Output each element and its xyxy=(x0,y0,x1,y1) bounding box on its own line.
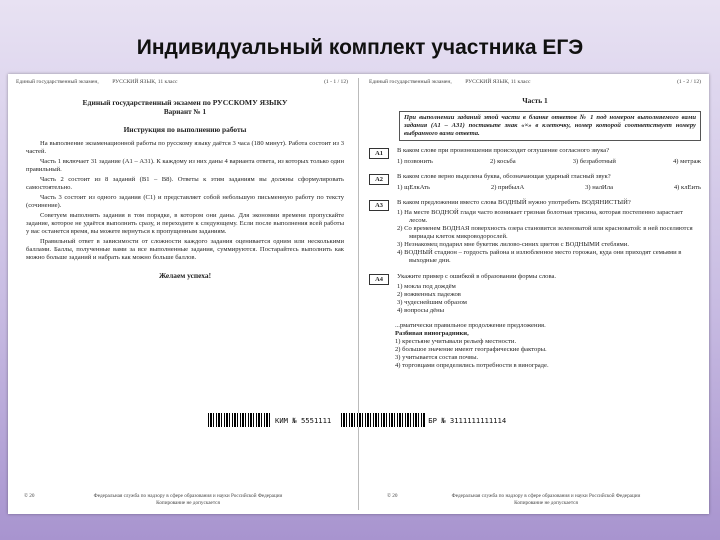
right-page xyxy=(361,74,709,514)
answer-option: 1) мокла под дождём xyxy=(397,282,456,290)
footer-copyright: © 20 xyxy=(387,493,398,500)
answer-option: 3) чудеснейшим образом xyxy=(397,298,467,306)
answer-option: 3) налИла xyxy=(585,184,614,192)
footer-copy-notice: Копирование не допускается xyxy=(156,499,220,506)
left-page-body xyxy=(26,98,344,280)
instruction-paragraph: Правильный ответ в зависимости от сложности каждого задания оценивается одним или несколькими баллами. Баллы, полученные вами за все выполненные задания, суммируются. Постарайтесь выполнить как можно больше заданий и набрать как можно больше баллов. xyxy=(26,238,344,262)
task-code: A4 xyxy=(369,274,389,285)
answer-option: 2) Со временем ВОДНАЯ поверхность озера становится зеленоватой или красноватой: в ней поселяются мириады клеток микроводорослей. xyxy=(397,225,693,241)
instructions-title: Инструкция по выполнению работы xyxy=(123,125,247,135)
left-page-header xyxy=(16,79,348,86)
task-question: Укажите пример с ошибкой в образовании формы слова. xyxy=(397,272,557,280)
part-instruction-box: При выполнении заданий этой части в бланке ответов № 1 под номером выполняемого вами задания (А1 – А31) поставьте знак «×» в клеточку, номер которой соответствует номеру выбранного вами ответа. xyxy=(399,111,701,141)
answer-option: 3) учитывается состав почвы. xyxy=(395,353,479,361)
task-code: A3 xyxy=(369,200,389,211)
header-page-number: (1 - 1 / 12) xyxy=(324,79,348,85)
answer-option: 4) ВОДНЫЙ стадион – гордость района и излюбленное место горожан, куда они приходят семьями в выходные дни. xyxy=(397,249,682,265)
task-a3 xyxy=(369,199,701,265)
right-page-header xyxy=(369,79,701,86)
footer-agency: Федеральная служба по надзору в сфере образования и науки Российской Федерации xyxy=(93,493,283,500)
instruction-paragraph: Часть 1 включает 31 задание (А1 – А31). К каждому из них даны 4 варианта ответа, из которых только один правильный. xyxy=(26,158,344,174)
instruction-paragraph: Часть 3 состоит из одного задания (С1) и представляет собой небольшую письменную работу по тексту (сочинение). xyxy=(26,194,344,210)
good-luck-text: Желаем успеха! xyxy=(158,270,212,280)
right-page-body xyxy=(369,96,701,370)
answer-option: 4) метраж xyxy=(673,158,701,166)
answer-option: 1) На месте ВОДНОЙ глади часто возникает грязная болотная трясина, которая постепенно зарастает лесом. xyxy=(397,209,683,225)
footer-copyright: © 20 xyxy=(24,493,35,500)
slide-title: Индивидуальный комплект участника ЕГЭ xyxy=(136,36,584,59)
task-a5-partial xyxy=(395,322,701,370)
header-subject: РУССКИЙ ЯЗЫК, 11 класс xyxy=(465,79,531,85)
answer-option: 2) косьба xyxy=(489,158,516,166)
task-question: В каком слове верно выделена буква, обозначающая ударный гласный звук? xyxy=(397,173,611,181)
left-page-footer xyxy=(24,493,338,506)
header-exam: Единый государственный экзамен, xyxy=(369,79,452,85)
task-code: A2 xyxy=(369,174,389,185)
task-a4 xyxy=(369,273,701,315)
left-page xyxy=(8,74,356,514)
exam-title: Единый государственный экзамен по РУССКОМУ ЯЗЫКУ xyxy=(82,98,288,107)
instruction-paragraph: Советуем выполнять задания в том порядке, в котором они даны. Для экономии времени пропускайте задание, которое не удаётся выполнить сразу, и переходите к следующему. Если после выполнения всей работы у вас останется время, вы можете вернуться к пропущенным заданиям. xyxy=(26,212,344,236)
variant-number: Вариант № 1 xyxy=(163,108,207,117)
task-question: В каком слове при произношении происходит оглушение согласного звука? xyxy=(397,147,610,155)
answer-option: 2) вожвенных падежов xyxy=(397,290,461,298)
answer-option: 2) прибылА xyxy=(490,184,525,192)
header-page-number: (1 - 2 / 12) xyxy=(677,79,701,85)
header-exam: Единый государственный экзамен, xyxy=(16,79,99,85)
answer-option: 4) торговцами определялись потребности в винограде. xyxy=(395,361,549,369)
task-a2 xyxy=(369,173,701,192)
kim-number-label: КИМ № 5551111 xyxy=(275,415,332,425)
answer-option: 3) безработный xyxy=(572,158,616,166)
footer-agency: Федеральная служба по надзору в сфере образования и науки Российской Федерации xyxy=(451,493,641,500)
answer-option: 4) клЕить xyxy=(673,184,701,192)
header-subject: РУССКИЙ ЯЗЫК, 11 класс xyxy=(112,79,178,85)
part-title: Часть 1 xyxy=(522,96,548,105)
exam-sheet xyxy=(8,74,709,514)
page-divider xyxy=(358,78,359,510)
task-question: ...рматически правильное продолжение предложения. xyxy=(395,321,546,329)
answer-option: 3) Незнакомец подарил мне букетик лилово-синих цветов с ВОДНЫМИ стеблями. xyxy=(397,241,629,249)
answer-option: 1) крестьяне учитывали рельеф местности. xyxy=(395,337,517,345)
task-code: A1 xyxy=(369,148,389,159)
answer-option: 4) вопросы дёны xyxy=(397,306,445,314)
task-a1 xyxy=(369,147,701,166)
answer-option: 2) большое значение имеют географические факторы. xyxy=(395,345,547,353)
footer-copy-notice: Копирование не допускается xyxy=(514,499,578,506)
instruction-paragraph: Часть 2 состоит из 8 заданий (В1 – В8). Ответы к этим заданиям вы должны сформулировать самостоятельно. xyxy=(26,176,344,192)
right-page-footer xyxy=(387,493,691,506)
kim-barcode xyxy=(208,413,272,427)
instruction-paragraph: На выполнение экзаменационной работы по русскому языку даётся 3 часа (180 минут). Работа состоит из 3 частей. xyxy=(26,140,344,156)
answer-option: 1) щЕлкАть xyxy=(397,184,431,192)
sentence-start: Разбивая виноградники, xyxy=(395,329,469,337)
task-question: В каком предложении вместо слова ВОДНЫЙ нужно употребить ВОДЯНИСТЫЙ? xyxy=(397,199,631,207)
answer-option: 1) позвонить xyxy=(397,158,433,166)
br-number-label: БР № 3111111111114 xyxy=(428,415,507,425)
